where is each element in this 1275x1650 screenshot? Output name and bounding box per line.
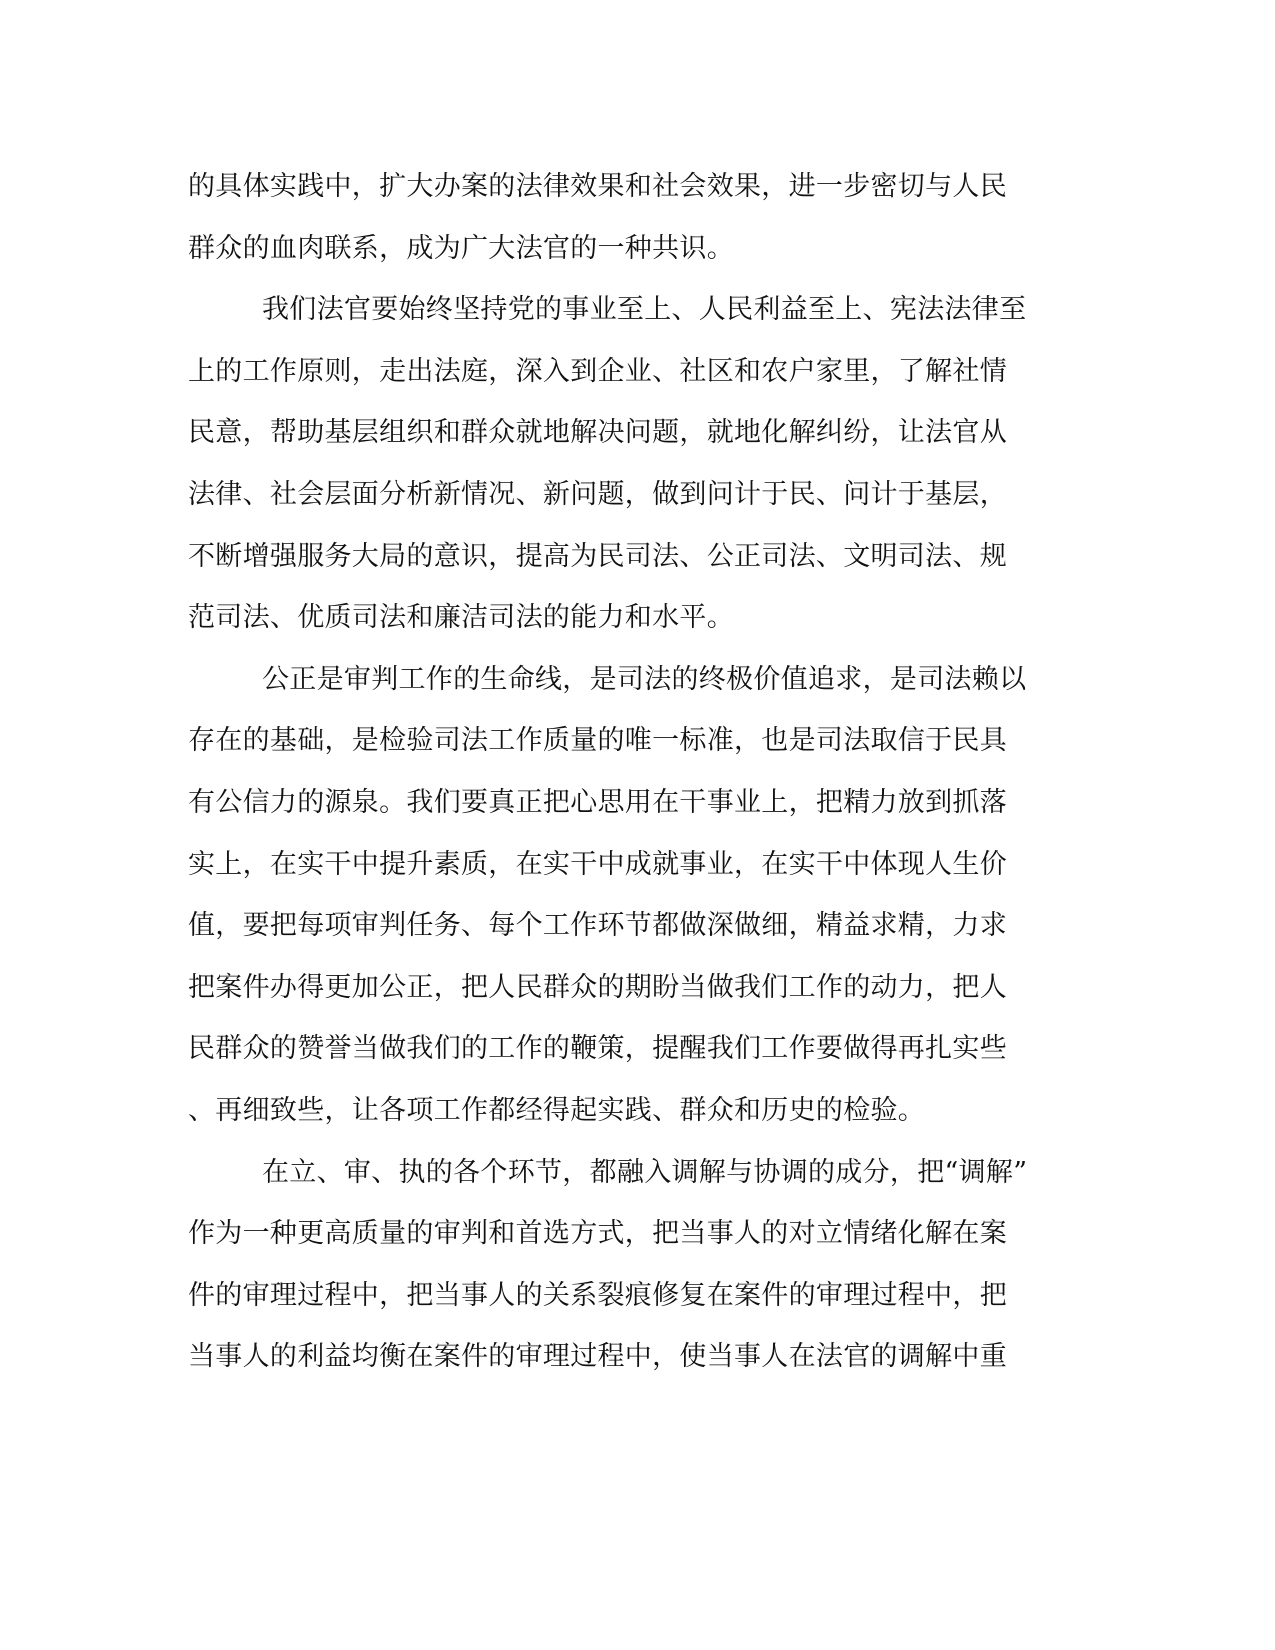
text-line: 作为一种更高质量的审判和首选方式，把当事人的对立情绪化解在案 [188, 1218, 1007, 1250]
text-line: 存在的基础，是检验司法工作质量的唯一标准，也是司法取信于民具 [188, 725, 1007, 757]
text-line: 群众的血肉联系，成为广大法官的一种共识。 [188, 232, 734, 264]
paragraph-4 [188, 1142, 1088, 1388]
text-line: 件的审理过程中，把当事人的关系裂痕修复在案件的审理过程中，把 [188, 1279, 1007, 1311]
paragraph-3 [188, 649, 1088, 1142]
text-line: 、再细致些，让各项工作都经得起实践、群众和历史的检验。 [188, 1094, 926, 1126]
text-line: 范司法、优质司法和廉洁司法的能力和水平。 [188, 602, 734, 634]
text-line: 我们法官要始终坚持党的事业至上、人民利益至上、宪法法律至 [262, 294, 1027, 326]
paragraph-2 [188, 279, 1088, 649]
text-line: 的具体实践中，扩大办案的法律效果和社会效果，进一步密切与人民 [188, 171, 1007, 202]
text-line: 法律、社会层面分析新情况、新问题，做到问计于民、问计于基层， [188, 478, 1007, 510]
text-line: 民群众的赞誉当做我们的工作的鞭策，提醒我们工作要做得再扎实些 [188, 1033, 1007, 1065]
text-line: 当事人的利益均衡在案件的审理过程中，使当事人在法官的调解中重 [188, 1341, 1007, 1373]
text-line: 值，要把每项审判任务、每个工作环节都做深做细，精益求精，力求 [188, 910, 1007, 942]
text-line: 把案件办得更加公正，把人民群众的期盼当做我们工作的动力，把人 [188, 971, 1007, 1003]
text-line: 上的工作原则，走出法庭，深入到企业、社区和农户家里，了解社情 [188, 355, 1007, 387]
text-line: 公正是审判工作的生命线，是司法的终极价值追求，是司法赖以 [262, 663, 1027, 695]
document-body [188, 156, 1088, 1388]
text-line: 不断增强服务大局的意识，提高为民司法、公正司法、文明司法、规 [188, 540, 1007, 572]
text-line: 民意，帮助基层组织和群众就地解决问题，就地化解纠纷，让法官从 [188, 417, 1007, 449]
text-line: 实上，在实干中提升素质，在实干中成就事业，在实干中体现人生价 [188, 848, 1007, 880]
text-line: 有公信力的源泉。我们要真正把心思用在干事业上，把精力放到抓落 [188, 786, 1007, 818]
text-line: 在立、审、执的各个环节，都融入调解与协调的成分，把“调解” [262, 1156, 1028, 1188]
paragraph-1 [188, 156, 1088, 279]
